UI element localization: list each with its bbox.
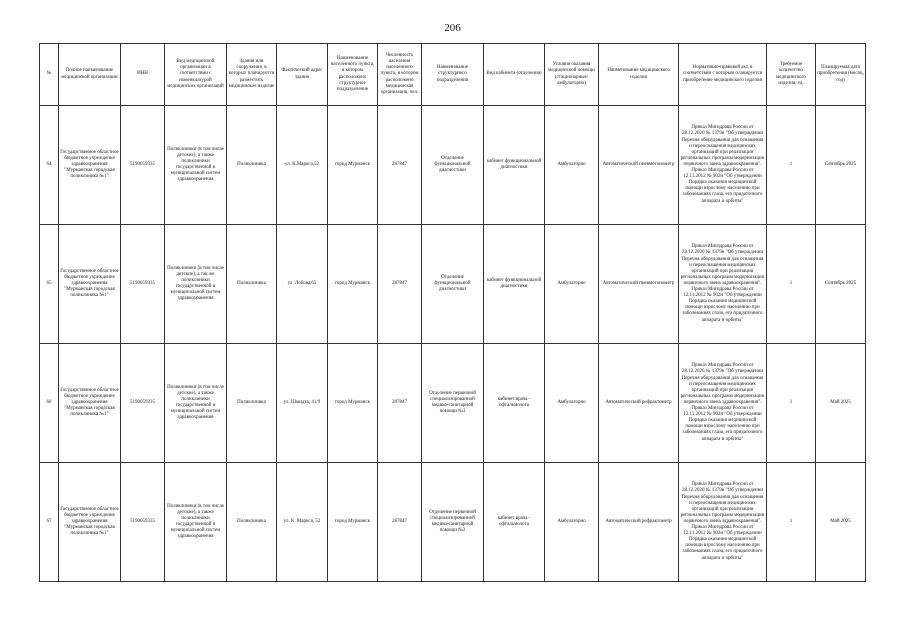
row-number: 64 xyxy=(40,106,59,225)
norm-act-cell: Приказ Минздрава России от 28.12.2020 № 1379н "Об утверждении Перечня оборудования для оснащения и переоснащения медицинских организаций при реализации региональных программ модернизации первичного звена здравоохранения". Приказ Минздрава России от 12.11.2012 № 902н "Об утверждении Порядка оказания медицинской помощи взрослому населению при заболеваниях глаза, его придаточного аппарата и орбиты" xyxy=(679,463,767,582)
device-cell: Автоматический пневмотонометр xyxy=(599,106,679,225)
quantity-cell: 1 xyxy=(767,463,816,582)
locality-cell: город Мурманск xyxy=(328,463,378,582)
cabinet-cell: кабинет врача - офтальмолога xyxy=(484,344,545,463)
header-cell: Здания или сооружения, в которых планируется разместить медицинское изделие xyxy=(227,44,277,106)
row-number: 66 xyxy=(40,344,59,463)
org-type-cell: Поликлиники (в том числе детские), а также поликлиники государственной и муниципальной систем здравоохранения xyxy=(165,106,227,225)
address-cell: ул. Лобова,65 xyxy=(277,225,328,344)
org-name-cell: Государственное областное бюджетное учреждение здравоохранения "Мурманская городская поликлиника №1" xyxy=(59,463,121,582)
header-cell: ИНН xyxy=(121,44,165,106)
org-type-cell: Поликлиники (в том числе детские), а так же поликлиники государственной и муниципальной систем здравоохранения xyxy=(165,225,227,344)
header-cell: № xyxy=(40,44,59,106)
address-cell: ул. К.Маркса,52 xyxy=(277,106,328,225)
conditions-cell: Амбулаторно xyxy=(545,344,599,463)
purchase-date-cell: Сентябрь 2025 xyxy=(816,106,866,225)
conditions-cell: Амбулаторно xyxy=(545,106,599,225)
building-cell: Поликлиника xyxy=(227,225,277,344)
building-cell: Поликлиника xyxy=(227,463,277,582)
header-cell: Численность населения населенного пункта, в котором расположено медицинская организация, чел. xyxy=(378,44,422,106)
unit-cell: Отделение функциональной диагностики xyxy=(422,225,484,344)
purchase-date-cell: Сентябрь 2025 xyxy=(816,225,866,344)
header-cell: Нормативно-правовой акт, в соответствии с которым планируется приобретение медицинского изделия xyxy=(679,44,767,106)
inn-cell: 5190059335 xyxy=(121,225,165,344)
header-row xyxy=(40,44,866,106)
header-cell: Требуемое количество медицинского изделия, ед. xyxy=(767,44,816,106)
purchase-date-cell: Май 2025 xyxy=(816,344,866,463)
cabinet-cell: кабинет функциональной диагностики xyxy=(484,106,545,225)
norm-act-cell: Приказ Минздрава России от 28.12.2020 № 1379н "Об утверждении Перечня оборудования для оснащения и переоснащения медицинских организаций при реализации региональных программ модернизации первичного звена здравоохранения". Приказ Минздрава России от 12.11.2012 № 902н "Об утверждении Порядка оказания медицинской помощи взрослому населению при заболеваниях глаза, его придаточного аппарата и орбиты" xyxy=(679,106,767,225)
header-cell: Наименование структурного подразделения xyxy=(422,44,484,106)
inn-cell: 5190059335 xyxy=(121,106,165,225)
conditions-cell: Амбулаторно xyxy=(545,225,599,344)
table-row xyxy=(40,106,866,225)
org-name-cell: Государственное областное бюджетное учреждение здравоохранения "Мурманская городская поликлиника №1" xyxy=(59,344,121,463)
table-row xyxy=(40,344,866,463)
header-cell: Наименование населенного пункта, в котором расположено структурное подразделение xyxy=(328,44,378,106)
purchase-date-cell: Май 2025 xyxy=(816,463,866,582)
inn-cell: 5190059335 xyxy=(121,463,165,582)
table-row xyxy=(40,463,866,582)
locality-cell: город Мурманск xyxy=(328,344,378,463)
equipment-registry-table xyxy=(39,43,866,582)
quantity-cell: 1 xyxy=(767,106,816,225)
org-name-cell: Государственное областное бюджетное учреждение здравоохранения "Мурманская городская поликлиника №1" xyxy=(59,225,121,344)
org-name-cell: Государственное областное бюджетное учреждение здравоохранения "Мурманская городская поликлиника №1" xyxy=(59,106,121,225)
org-type-cell: Поликлиники (в том числе детские), а также поликлиники государственной и муниципальной систем здравоохранения xyxy=(165,463,227,582)
population-cell: 287847 xyxy=(378,225,422,344)
building-cell: Поликлиника xyxy=(227,344,277,463)
unit-cell: Отделение функциональной диагностики xyxy=(422,106,484,225)
header-cell: Полное наименование медицинской организации xyxy=(59,44,121,106)
header-cell: Планируемая дата приобретения (месяц, год) xyxy=(816,44,866,106)
header-cell: Вид кабинета (отделения) xyxy=(484,44,545,106)
address-cell: ул. Шмидта, 41/9 xyxy=(277,344,328,463)
quantity-cell: 1 xyxy=(767,344,816,463)
header-cell: Условия оказания медицинской помощи (стационарные/амбулаторно) xyxy=(545,44,599,106)
header-cell: Вид медицинской организации в соответствии с номенклатурой медицинских организаций xyxy=(165,44,227,106)
cabinet-cell: кабинет врача - офтальмолога xyxy=(484,463,545,582)
device-cell: Автоматический рефрактометр xyxy=(599,463,679,582)
population-cell: 287847 xyxy=(378,106,422,225)
row-number: 65 xyxy=(40,225,59,344)
norm-act-cell: Приказ Минздрава России от 28.12.2020 № 1379н "Об утверждении Перечня оборудования для оснащения и переоснащения медицинских организаций при реализации региональных программ модернизации первичного звена здравоохранения". Приказ Минздрава России от 12.11.2012 № 902н "Об утверждении Порядка оказания медицинской помощи взрослому населению при заболеваниях глаза, его придаточного аппарата и орбиты" xyxy=(679,225,767,344)
quantity-cell: 1 xyxy=(767,225,816,344)
population-cell: 287847 xyxy=(378,463,422,582)
conditions-cell: Амбулаторно xyxy=(545,463,599,582)
locality-cell: город Мурманск xyxy=(328,106,378,225)
unit-cell: Отделение первичной специализированной медико-санитарной помощи №3 xyxy=(422,344,484,463)
norm-act-cell: Приказ Минздрава России от 28.12.2020 № 1379н "Об утверждении Перечня оборудования для оснащения и переоснащения медицинских организаций при реализации региональных программ модернизации первичного звена здравоохранения". Приказ Минздрава России от 12.11.2012 № 902н "Об утверждении Порядка оказания медицинской помощи взрослому населению при заболеваниях глаза, его придаточного аппарата и орбиты" xyxy=(679,344,767,463)
row-number: 67 xyxy=(40,463,59,582)
building-cell: Поликлиника xyxy=(227,106,277,225)
org-type-cell: Поликлиники (в том числе детские), а также поликлиники государственной и муниципальной систем здравоохранения xyxy=(165,344,227,463)
population-cell: 287847 xyxy=(378,344,422,463)
device-cell: Автоматический рефрактометр xyxy=(599,344,679,463)
locality-cell: город Мурманск xyxy=(328,225,378,344)
address-cell: ул. К. Маркса, 52 xyxy=(277,463,328,582)
device-cell: Автоматический пневмотонометр xyxy=(599,225,679,344)
unit-cell: Отделение первичной специализированной медико-санитарной помощи №2 xyxy=(422,463,484,582)
header-cell: Наименование медицинского изделия xyxy=(599,44,679,106)
cabinet-cell: кабинет функциональной диагностики xyxy=(484,225,545,344)
table-row xyxy=(40,225,866,344)
header-cell: Фактический адрес здания xyxy=(277,44,328,106)
inn-cell: 5190059335 xyxy=(121,344,165,463)
page-number: 206 xyxy=(444,22,461,34)
